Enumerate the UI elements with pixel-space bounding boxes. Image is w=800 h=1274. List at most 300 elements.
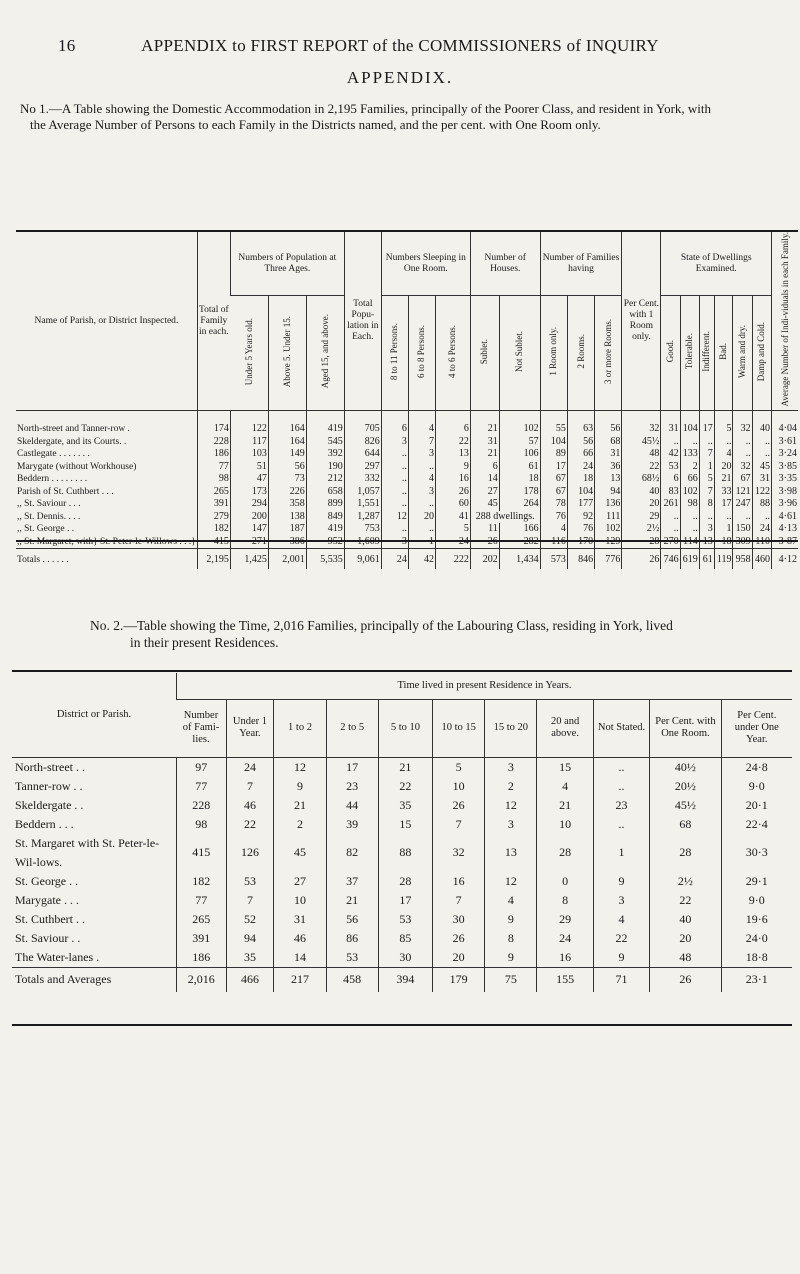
table1-body: [16, 411, 798, 570]
table-cell: 17: [326, 757, 378, 777]
table-cell: [344, 536, 381, 549]
th-damp: Damp and Cold.: [756, 321, 767, 382]
totals-cell: 1,434: [499, 549, 540, 570]
row-name: [16, 536, 197, 549]
th2-5to10: 5 to 10: [378, 699, 432, 757]
table-cell: 121: [733, 486, 752, 499]
table-cell: 2: [274, 815, 326, 834]
table-cell: 68: [650, 815, 721, 834]
totals-cell: 2,016: [177, 967, 227, 992]
table-cell: 6: [381, 411, 408, 436]
th-s4to6: 4 to 6 Persons.: [447, 324, 458, 378]
table-cell: 55: [540, 411, 567, 436]
table-cell: 30: [378, 948, 432, 968]
table-cell: 4: [537, 777, 593, 796]
table2-top-rule: [12, 670, 792, 672]
th-rooms2: 2 Rooms.: [575, 334, 586, 369]
table-cell: 57: [499, 436, 540, 449]
row-name: Skeldergate, and its Courts. .: [17, 436, 127, 447]
totals-cell: 846: [567, 549, 594, 570]
th-rooms3: 3 or more Rooms.: [602, 318, 613, 384]
table-cell: ..: [714, 511, 733, 524]
table-cell: 15: [537, 757, 593, 777]
totals-label: Totals . . . . . .: [16, 549, 197, 570]
table-cell: 88: [378, 834, 432, 872]
totals-cell: 573: [540, 549, 567, 570]
table-cell: 24·0: [721, 929, 792, 948]
table-cell: 46: [274, 929, 326, 948]
table-cell: 31: [752, 473, 771, 486]
table-cell: 7: [699, 448, 714, 461]
table-cell: 68: [595, 436, 622, 449]
th2-1to2: 1 to 2: [274, 699, 326, 757]
table-cell: 10: [433, 777, 485, 796]
th-state: State of Dwellings Examined.: [661, 232, 772, 296]
table-cell: 18: [499, 473, 540, 486]
table-cell: 4·13: [772, 523, 799, 536]
th-under5: Under 5 Years old.: [243, 317, 254, 386]
table-cell: 16: [433, 872, 485, 891]
table-cell: 391: [197, 498, 230, 511]
table-cell: 22: [436, 436, 471, 449]
th-houses: Number of Houses.: [470, 232, 540, 296]
table-cell: [499, 536, 540, 549]
totals-cell: 71: [593, 967, 649, 992]
row-name: St. George . .: [15, 873, 79, 888]
table-cell: 20: [650, 929, 721, 948]
table-cell: 77: [177, 891, 227, 910]
table-cell: ..: [699, 436, 714, 449]
table-cell: [306, 536, 344, 549]
th-average: Average Number of Indi-viduals in each Family.: [779, 232, 790, 407]
totals-cell: 9,061: [344, 549, 381, 570]
table-cell: 19·6: [721, 910, 792, 929]
table-cell: ..: [733, 436, 752, 449]
table-cell: 392: [306, 448, 344, 461]
table-cell: 4: [593, 910, 649, 929]
table-cell: 4·61: [772, 511, 799, 524]
table-cell: [567, 536, 594, 549]
table-cell: [733, 536, 752, 549]
table-cell: 17: [714, 498, 733, 511]
table-cell: 10: [274, 891, 326, 910]
table-cell: 186: [177, 948, 227, 968]
table-cell: 32: [733, 411, 752, 436]
table-cell: 76: [567, 523, 594, 536]
table-cell: 73: [268, 473, 306, 486]
table-cell: 35: [378, 796, 432, 815]
table-cell: ..: [381, 448, 408, 461]
th-above5: Above 5. Under 15.: [281, 315, 292, 388]
table-cell: 7: [408, 436, 435, 449]
table-cell: 21: [378, 757, 432, 777]
table-cell: 2: [680, 461, 699, 474]
table-cell: 22·4: [721, 815, 792, 834]
table-row: [12, 796, 792, 815]
th-bad: Bad.: [718, 343, 729, 360]
th-numbers-pop: Numbers of Population at Three Ages.: [230, 232, 344, 296]
table-row: [16, 536, 798, 549]
th-warm: Warm and dry.: [737, 324, 748, 378]
table-cell: 294: [230, 498, 268, 511]
table-cell: 61: [499, 461, 540, 474]
th-total-pop: Total Popu-lation in Each.: [344, 232, 381, 411]
totals-row: [12, 967, 792, 992]
table-cell: 265: [197, 486, 230, 499]
table-cell: 98: [197, 473, 230, 486]
table-cell: ..: [381, 486, 408, 499]
table-cell: ..: [680, 511, 699, 524]
table-row: [16, 436, 798, 449]
table-cell: 419: [306, 523, 344, 536]
running-title: APPENDIX to FIRST REPORT of the COMMISSIONERS of INQUIRY: [141, 36, 659, 55]
th-indifferent: Indifferent.: [701, 331, 712, 372]
table-cell: 77: [177, 777, 227, 796]
table-cell: ..: [381, 473, 408, 486]
totals-row: [16, 549, 798, 570]
table-cell: 12: [381, 511, 408, 524]
th-tolerable: Tolerable.: [684, 333, 695, 370]
table-cell: 56: [567, 436, 594, 449]
row-name: St. Saviour . .: [15, 930, 81, 945]
totals-cell: 23·1: [721, 967, 792, 992]
table-cell: 37: [326, 872, 378, 891]
table-cell: [680, 536, 699, 549]
table-cell: 45: [470, 498, 499, 511]
th2-15to20: 15 to 20: [485, 699, 537, 757]
table-cell: 190: [306, 461, 344, 474]
table-cell: 9: [485, 948, 537, 968]
table-cell: 228: [197, 436, 230, 449]
table-cell: 60: [436, 498, 471, 511]
table-cell: 56: [326, 910, 378, 929]
totals-cell: 61: [699, 549, 714, 570]
table-cell: 8: [699, 498, 714, 511]
table-cell: 30·3: [721, 834, 792, 872]
table-cell: 200: [230, 511, 268, 524]
table-cell: [752, 536, 771, 549]
table1-caption-line1: No 1.—A Table showing the Domestic Accommodation in 2,195 Families, principally of the Poorer Class, and resident in York, with: [20, 101, 712, 116]
th2-percent-under: Per Cent. under One Year.: [721, 699, 792, 757]
table-cell: ..: [661, 436, 680, 449]
table2-caption-line1: No. 2.—Table showing the Time, 2,016 Families, principally of the Labouring Class, residing in York, lived: [90, 618, 673, 633]
table-cell: 24: [752, 523, 771, 536]
table-cell: 17: [378, 891, 432, 910]
table-cell: 17: [540, 461, 567, 474]
row-name: The Water-lanes .: [15, 949, 100, 964]
table-cell: 6: [470, 461, 499, 474]
table-cell: 31: [595, 448, 622, 461]
table-row: [16, 473, 798, 486]
table-row: [12, 929, 792, 948]
table-cell: 126: [226, 834, 274, 872]
table2-bottom-rule: [12, 1024, 792, 1026]
table-cell: 415: [177, 834, 227, 872]
table-cell: 32: [433, 834, 485, 872]
table-cell: 226: [268, 486, 306, 499]
table-cell: 133: [680, 448, 699, 461]
table-cell: 3: [485, 815, 537, 834]
table-cell: 6: [436, 411, 471, 436]
totals-cell: 458: [326, 967, 378, 992]
table-cell: 3: [408, 486, 435, 499]
totals-cell: 394: [378, 967, 432, 992]
table-cell: 35: [226, 948, 274, 968]
table-cell: 3: [381, 436, 408, 449]
table-cell: 86: [326, 929, 378, 948]
table-row: [16, 498, 798, 511]
table-cell: 15: [378, 815, 432, 834]
table-cell: 29: [622, 511, 661, 524]
table-row: [12, 948, 792, 968]
totals-label: Totals and Averages: [12, 967, 177, 992]
th2-percent-one: Per Cent. with One Room.: [650, 699, 721, 757]
table-cell: 3: [699, 523, 714, 536]
totals-cell: 24: [381, 549, 408, 570]
table-cell: 212: [306, 473, 344, 486]
table-cell: 182: [177, 872, 227, 891]
totals-cell: 155: [537, 967, 593, 992]
table-cell: ..: [680, 523, 699, 536]
th-good: Good.: [664, 340, 675, 363]
table-cell: [436, 536, 471, 549]
table-cell: 76: [540, 511, 567, 524]
table-cell: 12: [485, 796, 537, 815]
totals-cell: 222: [436, 549, 471, 570]
totals-cell: 466: [226, 967, 274, 992]
table-cell: 24: [537, 929, 593, 948]
totals-cell: 746: [661, 549, 680, 570]
table-cell: 644: [344, 448, 381, 461]
table-cell: 97: [177, 757, 227, 777]
row-name: ,, St. Dennis. . . .: [17, 511, 81, 522]
table-cell: 3: [408, 448, 435, 461]
table-cell: 51: [230, 461, 268, 474]
table-cell: 102: [595, 523, 622, 536]
table-cell: 3·98: [772, 486, 799, 499]
table-cell: 48: [650, 948, 721, 968]
table-cell: 3·24: [772, 448, 799, 461]
table-cell: 16: [436, 473, 471, 486]
table-cell: ..: [381, 461, 408, 474]
table-cell: 102: [499, 411, 540, 436]
row-name: North-street and Tanner-row .: [17, 424, 130, 435]
row-name: Tanner-row . .: [15, 778, 83, 793]
th2-under1: Under 1 Year.: [226, 699, 274, 757]
table-row: [12, 910, 792, 929]
table-cell: 22: [622, 461, 661, 474]
th-s6to8: 6 to 8 Persons.: [416, 324, 427, 378]
table-cell: 21: [326, 891, 378, 910]
table-cell: 753: [344, 523, 381, 536]
table-cell: [470, 536, 499, 549]
table-cell: 1,057: [344, 486, 381, 499]
table-cell: 228: [177, 796, 227, 815]
table-cell: 46: [226, 796, 274, 815]
table-cell: ..: [593, 815, 649, 834]
table-cell: 67: [540, 473, 567, 486]
table-cell: 89: [540, 448, 567, 461]
table-cell: [595, 536, 622, 549]
table-cell: ..: [381, 498, 408, 511]
table-cell: 20: [433, 948, 485, 968]
table-cell: 658: [306, 486, 344, 499]
totals-cell: 2,195: [197, 549, 230, 570]
table-cell: 45½: [622, 436, 661, 449]
table-cell: 186: [197, 448, 230, 461]
table-cell: 177: [567, 498, 594, 511]
table-cell: 174: [197, 411, 230, 436]
table-cell: ..: [661, 511, 680, 524]
table-cell: 31: [470, 436, 499, 449]
table-cell: 3·35: [772, 473, 799, 486]
table-cell: ..: [661, 523, 680, 536]
totals-cell: 4·12: [772, 549, 799, 570]
table-cell: [381, 536, 408, 549]
table-cell: 0: [537, 872, 593, 891]
table-cell: [772, 536, 799, 549]
table-cell: ..: [699, 511, 714, 524]
table-cell: 29: [537, 910, 593, 929]
totals-cell: 75: [485, 967, 537, 992]
table-cell: 33: [714, 486, 733, 499]
table-cell: 104: [540, 436, 567, 449]
table-cell: 24: [567, 461, 594, 474]
table-cell: 22: [593, 929, 649, 948]
row-name: ,, St. Saviour . . .: [17, 499, 81, 510]
table-cell: 78: [540, 498, 567, 511]
table-cell: ..: [680, 436, 699, 449]
table-cell: 187: [268, 523, 306, 536]
totals-cell: 202: [470, 549, 499, 570]
running-header: [0, 36, 800, 56]
row-name: Marygate . . .: [15, 892, 79, 907]
table-cell: 26: [433, 796, 485, 815]
table-cell: 164: [268, 436, 306, 449]
table-cell: 41: [436, 511, 471, 524]
table-cell: 5: [699, 473, 714, 486]
table-cell: 7: [433, 891, 485, 910]
table-cell: 9: [485, 910, 537, 929]
table-cell: 1: [699, 461, 714, 474]
table-cell: [661, 536, 680, 549]
table-cell: 178: [499, 486, 540, 499]
table-cell: 42: [661, 448, 680, 461]
table-cell: 279: [197, 511, 230, 524]
table-cell: 21: [537, 796, 593, 815]
table-cell: 5: [433, 757, 485, 777]
table-cell: 56: [268, 461, 306, 474]
table-cell: 16: [537, 948, 593, 968]
residence-time-table: [12, 673, 792, 992]
table-cell: 53: [378, 910, 432, 929]
table-cell: 7: [699, 486, 714, 499]
table-cell: ..: [733, 511, 752, 524]
table-cell: 26: [436, 486, 471, 499]
table-row: [16, 411, 798, 436]
table-cell: 67: [733, 473, 752, 486]
table-cell: 111: [595, 511, 622, 524]
th2-district: District or Parish.: [56, 708, 132, 720]
table-cell: 261: [661, 498, 680, 511]
table-cell: 5: [714, 411, 733, 436]
table-cell: [230, 536, 268, 549]
th-name: Name of Parish, or District Inspected.: [34, 315, 179, 326]
table-cell: 31: [274, 910, 326, 929]
table-cell: [714, 536, 733, 549]
table-cell: 11: [470, 523, 499, 536]
table2-body: [12, 757, 792, 992]
table-cell: 3: [485, 757, 537, 777]
table-cell: 39: [326, 815, 378, 834]
table-cell: 22: [378, 777, 432, 796]
totals-cell: 2,001: [268, 549, 306, 570]
row-name: Beddern . . . . . . . .: [17, 474, 88, 485]
table-row: [16, 461, 798, 474]
table-row: [12, 872, 792, 891]
table-cell: 104: [567, 486, 594, 499]
table-cell: 9·0: [721, 777, 792, 796]
table-row: [16, 486, 798, 499]
table-cell: 31: [661, 411, 680, 436]
table-cell: 53: [661, 461, 680, 474]
table-cell: 12: [274, 757, 326, 777]
table-cell: 66: [567, 448, 594, 461]
accommodation-table: [16, 232, 798, 569]
table-cell: ..: [381, 523, 408, 536]
table-cell: 265: [177, 910, 227, 929]
table-cell: 77: [197, 461, 230, 474]
table-cell: 173: [230, 486, 268, 499]
table-cell: 288 dwellings.: [470, 511, 540, 524]
th2-notstated: Not Stated.: [593, 699, 649, 757]
table-cell: 104: [680, 411, 699, 436]
table-cell: 1,287: [344, 511, 381, 524]
th-room1: 1 Room only.: [548, 327, 559, 376]
row-name: Parish of St. Cuthbert . . .: [17, 486, 114, 497]
table-cell: 28: [650, 834, 721, 872]
table-cell: 10: [537, 815, 593, 834]
table-cell: 18·8: [721, 948, 792, 968]
table-cell: 28: [378, 872, 432, 891]
totals-cell: 217: [274, 967, 326, 992]
totals-cell: 5,535: [306, 549, 344, 570]
totals-cell: 119: [714, 549, 733, 570]
table-cell: 182: [197, 523, 230, 536]
table-cell: 9: [274, 777, 326, 796]
table-cell: 705: [344, 411, 381, 436]
table-cell: 4: [485, 891, 537, 910]
table-cell: 88: [752, 498, 771, 511]
table-cell: 21: [274, 796, 326, 815]
table1-caption-line2: the Average Number of Persons to each Family in the Districts named, and the per cent. with One Room only.: [30, 117, 601, 132]
table-cell: 13: [485, 834, 537, 872]
table-cell: ..: [408, 498, 435, 511]
table-cell: 9·0: [721, 891, 792, 910]
table-cell: 21: [714, 473, 733, 486]
table-cell: 3·85: [772, 461, 799, 474]
th-aged15: Aged 15, and above.: [319, 314, 330, 389]
table-cell: 419: [306, 411, 344, 436]
table-cell: 94: [226, 929, 274, 948]
table-cell: 23: [593, 796, 649, 815]
table-row: [16, 448, 798, 461]
table-cell: 147: [230, 523, 268, 536]
table-cell: 40: [650, 910, 721, 929]
totals-cell: 460: [752, 549, 771, 570]
table-cell: 2½: [622, 523, 661, 536]
table-cell: 24: [226, 757, 274, 777]
